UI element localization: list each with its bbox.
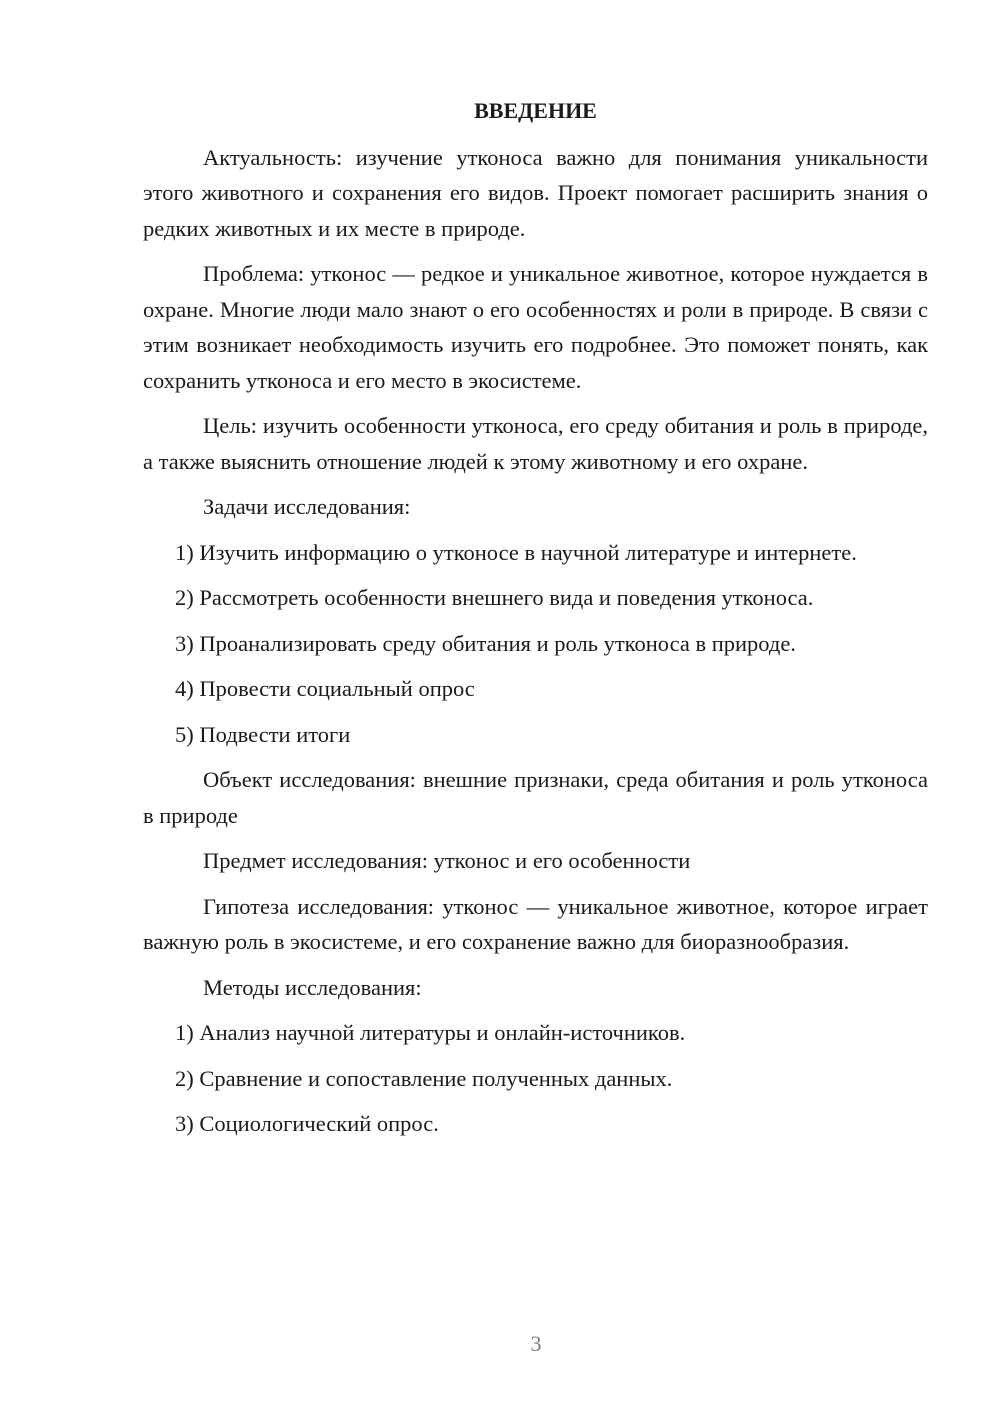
method-item: 3) Социологический опрос. (175, 1111, 439, 1136)
task-item: 5) Подвести итоги (175, 721, 351, 747)
subject-paragraph: Предмет исследования: утконос и его особенности (203, 848, 691, 873)
method-item: 2) Сравнение и сопоставление полученных данных. (175, 1065, 673, 1091)
goal-paragraph: Цель: изучить особенности утконоса, его среду обитания и роль в природе, а также выяснить отношение людей к этому животному и его охране. (143, 413, 928, 474)
methods-heading: Методы исследования: (203, 974, 422, 1000)
tasks-heading: Задачи исследования: (203, 494, 411, 519)
method-item: 1) Анализ научной литературы и онлайн-источников. (175, 1020, 686, 1045)
relevance-paragraph: Актуальность: изучение утконоса важно для понимания уникальности этого животного и сохранения его видов. Проект помогает расширить знания о редких животных и их месте в природе. (143, 144, 928, 241)
page-content (143, 93, 928, 1152)
task-item: 1) Изучить информацию о утконосе в научной литературе и интернете. (175, 539, 857, 565)
hypothesis-paragraph: Гипотеза исследования: утконос — уникальное животное, которое играет важную роль в экосистеме, и его сохранение важно для биоразнообразия. (143, 893, 928, 954)
page-number: 3 (530, 1331, 542, 1356)
object-paragraph: Объект исследования: внешние признаки, среда обитания и роль утконоса в природе (143, 767, 928, 828)
page-title: ВВЕДЕНИЕ (474, 98, 597, 123)
task-item: 3) Проанализировать среду обитания и роль утконоса в природе. (175, 630, 796, 656)
task-item: 2) Рассмотреть особенности внешнего вида и поведения утконоса. (175, 585, 814, 610)
task-item: 4) Провести социальный опрос (175, 676, 475, 701)
problem-paragraph: Проблема: утконос — редкое и уникальное животное, которое нуждается в охране. Многие люди мало знают о его особенностях и роли в природе. В связи с этим возникает необходимость изучить его подробнее. Это поможет понять, как сохранить утконоса и его место в экосистеме. (143, 261, 928, 393)
